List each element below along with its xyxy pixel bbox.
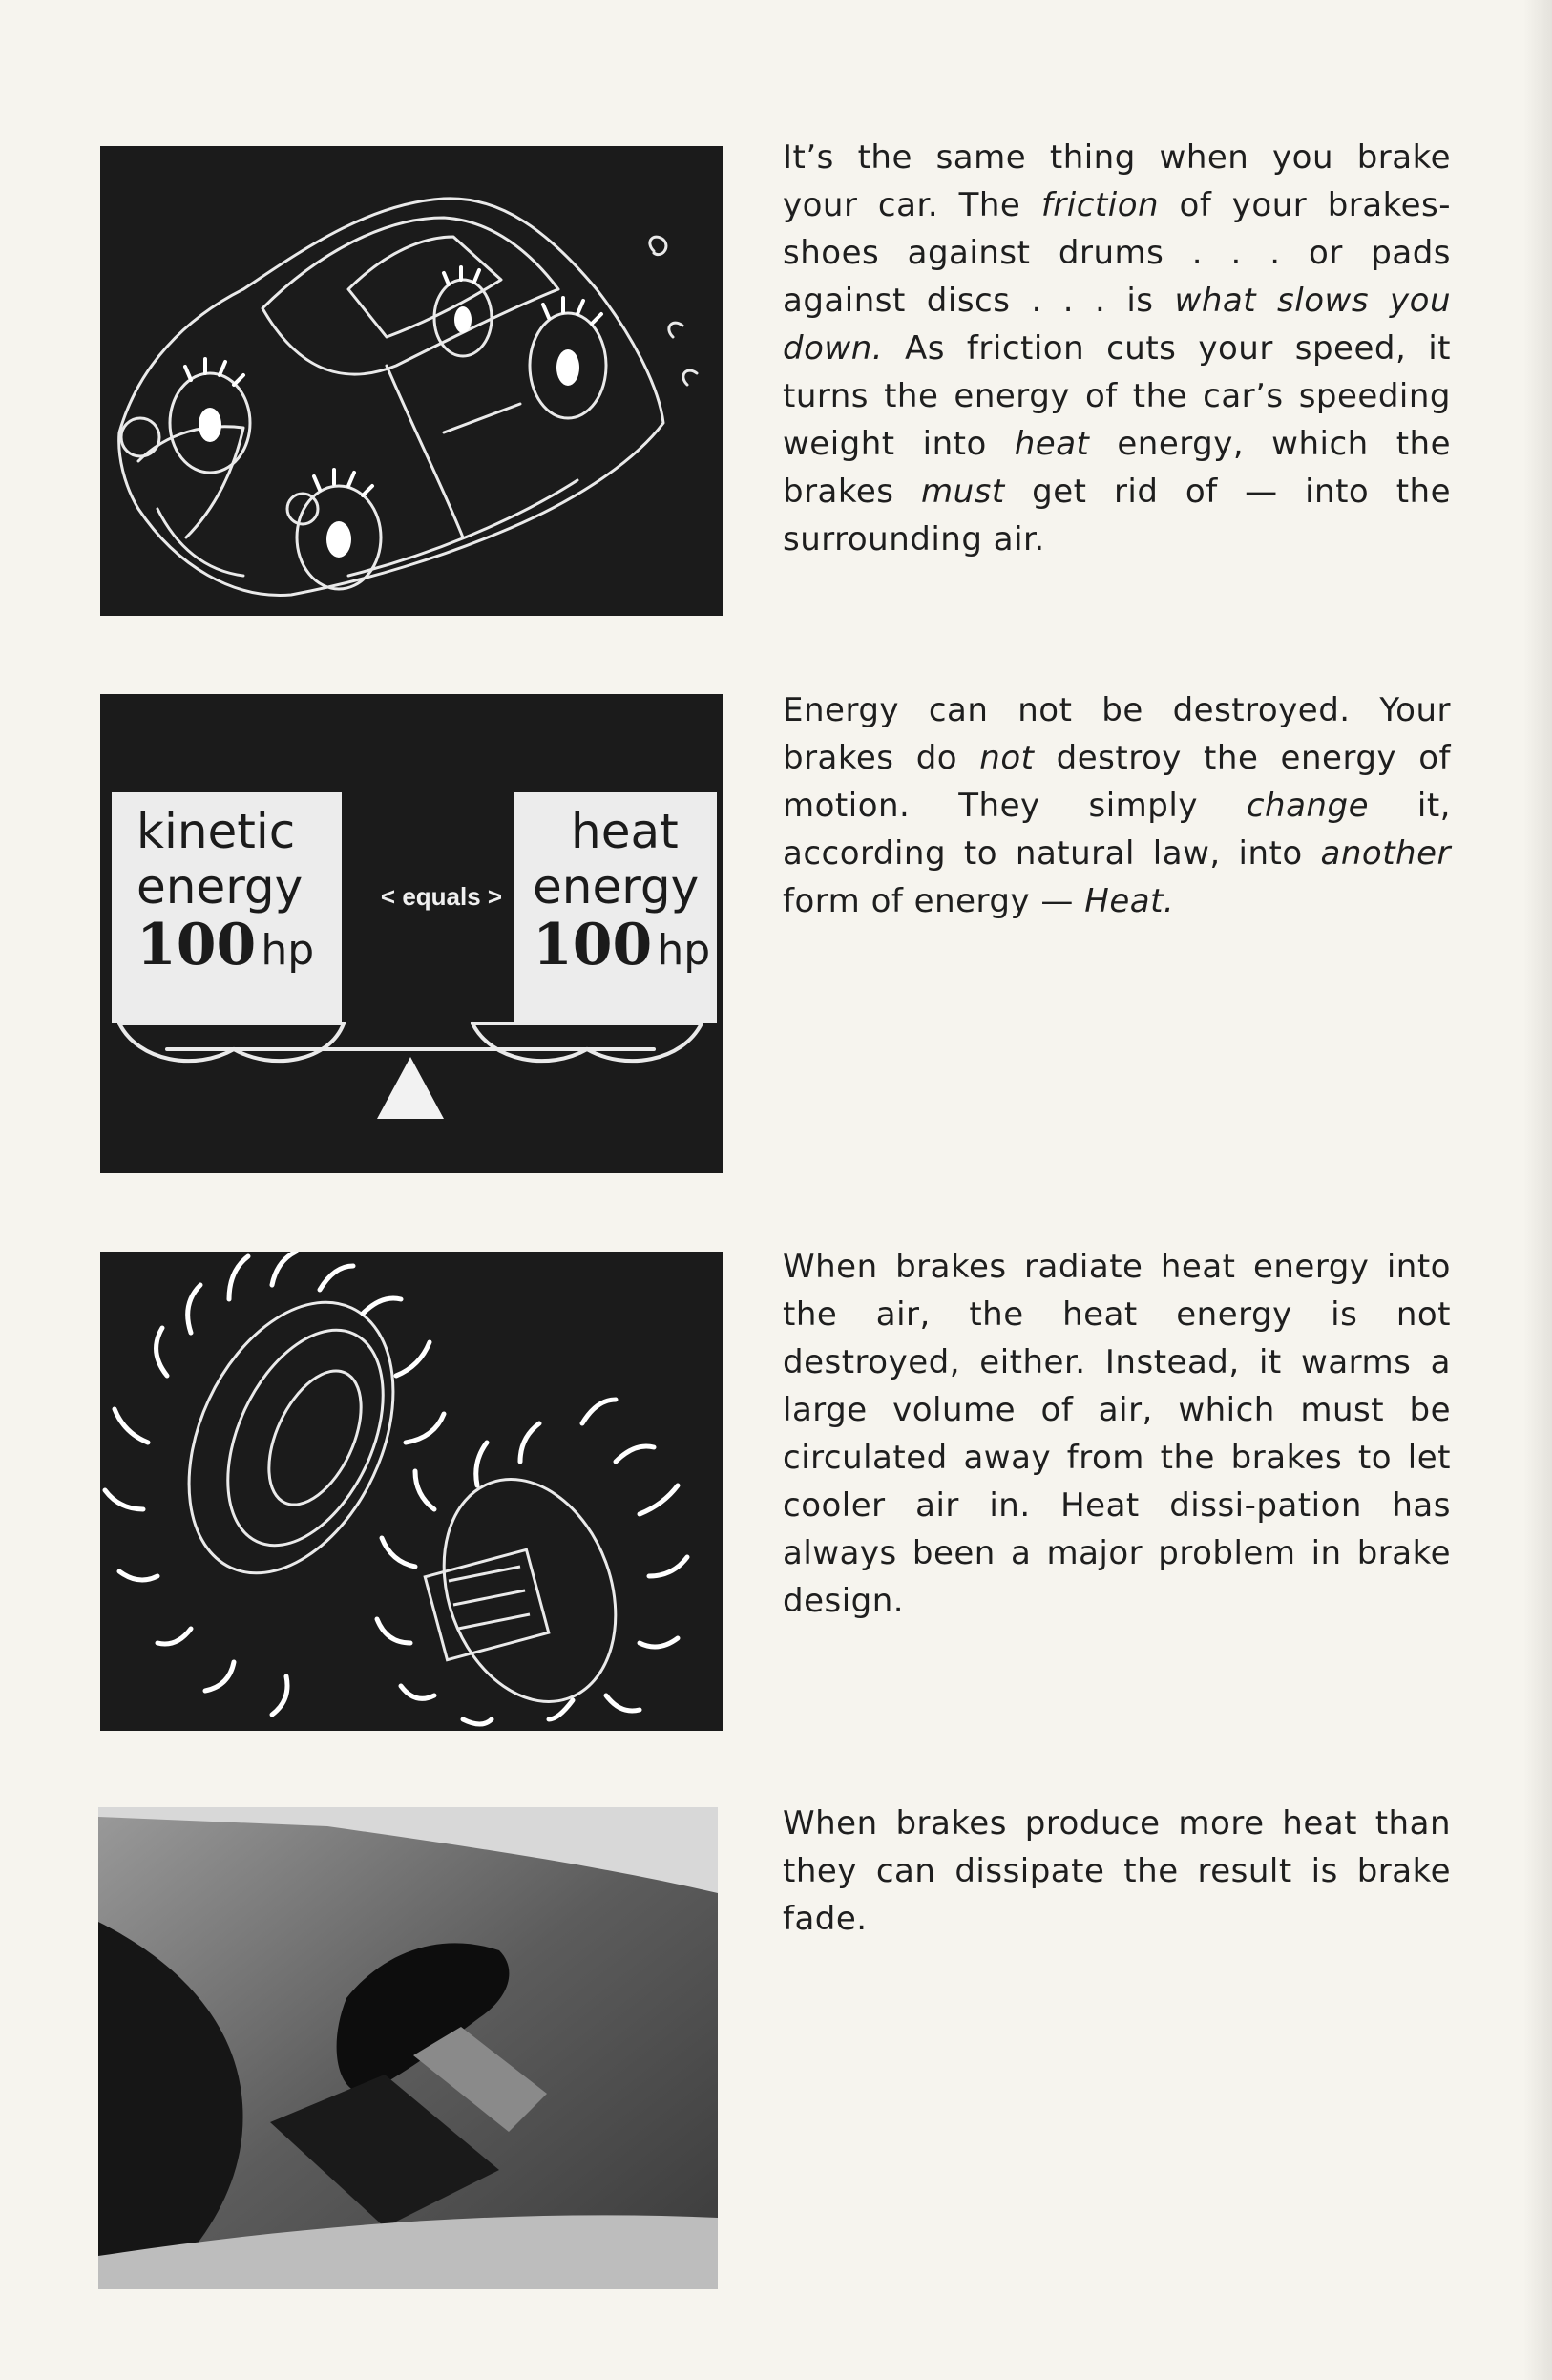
body-text: Energy can not be destroyed. Your brakes do bbox=[783, 691, 1451, 777]
paragraph-friction-text bbox=[783, 138, 1451, 558]
beetle-car-braking-illustration bbox=[100, 146, 723, 616]
emphasis-text: heat bbox=[1014, 425, 1090, 463]
flaming-brake-drum-and-disc-illustration bbox=[100, 1252, 723, 1731]
kinetic-energy-label: energy bbox=[136, 859, 304, 915]
body-text: energy, which the brakes bbox=[783, 425, 1451, 511]
page-fold-shadow bbox=[1523, 0, 1552, 2380]
emphasis-text: change bbox=[1246, 787, 1369, 825]
kinetic-value: 100 bbox=[136, 912, 257, 979]
paragraph-heat-dissipation-text bbox=[783, 1248, 1451, 1620]
emphasis-text: friction bbox=[1040, 186, 1160, 224]
emphasis-text: what slows you down. bbox=[783, 282, 1452, 368]
heat-energy-box bbox=[514, 792, 717, 1023]
foot-on-brake-pedal-photo bbox=[98, 1807, 718, 2289]
flaming-brakes-drawing bbox=[100, 1252, 723, 1731]
heat-label: heat bbox=[571, 804, 679, 859]
body-text: As friction cuts your speed, it turns the energy of the car’s speeding weight into bbox=[783, 329, 1451, 463]
body-text: of your brakes-shoes against drums . . . or pads against discs . . . is bbox=[783, 186, 1451, 320]
equals-label: < equals > bbox=[380, 882, 503, 911]
paragraph-brake-fade bbox=[783, 1800, 1451, 1943]
body-text: it, according to natural law, into bbox=[783, 787, 1451, 873]
body-text: When brakes produce more heat than they can dissipate the result is brake fade. bbox=[783, 1804, 1451, 1938]
body-text: destroy the energy of motion. They simply bbox=[783, 739, 1451, 825]
kinetic-energy-box bbox=[112, 792, 342, 1023]
body-text: get rid of — into the surrounding air. bbox=[783, 473, 1451, 558]
heat-value: 100 bbox=[533, 912, 653, 979]
paragraph-energy-text bbox=[783, 691, 1451, 920]
emphasis-text: not bbox=[979, 739, 1035, 777]
emphasis-text: another bbox=[1320, 834, 1451, 873]
energy-balance-scale-illustration bbox=[100, 694, 723, 1173]
emphasis-text: must bbox=[920, 473, 1005, 511]
body-text: form of energy — bbox=[783, 882, 1085, 920]
emphasis-text: Heat. bbox=[1084, 882, 1175, 920]
body-text: It’s the same thing when you brake your car. The bbox=[783, 138, 1451, 224]
paragraph-brake-fade-text bbox=[783, 1804, 1451, 1938]
body-text: When brakes radiate heat energy into the air, the heat energy is not destroyed, either. Instead, it warms a large volume of air, which must be circulated away from the brakes to let cooler air in. Heat dissi-pation has always been a major problem in brake design. bbox=[783, 1248, 1451, 1620]
kinetic-unit: hp bbox=[261, 926, 315, 975]
fulcrum-triangle bbox=[377, 1057, 444, 1119]
car-outline-drawing bbox=[100, 146, 723, 616]
heat-unit: hp bbox=[657, 926, 711, 975]
heat-energy-label: energy bbox=[533, 859, 700, 915]
paragraph-friction bbox=[783, 134, 1451, 563]
paragraph-heat-dissipation bbox=[783, 1243, 1451, 1625]
paragraph-energy bbox=[783, 686, 1451, 925]
kinetic-label: kinetic bbox=[136, 804, 296, 859]
pedal-photo-drawing bbox=[98, 1807, 718, 2289]
